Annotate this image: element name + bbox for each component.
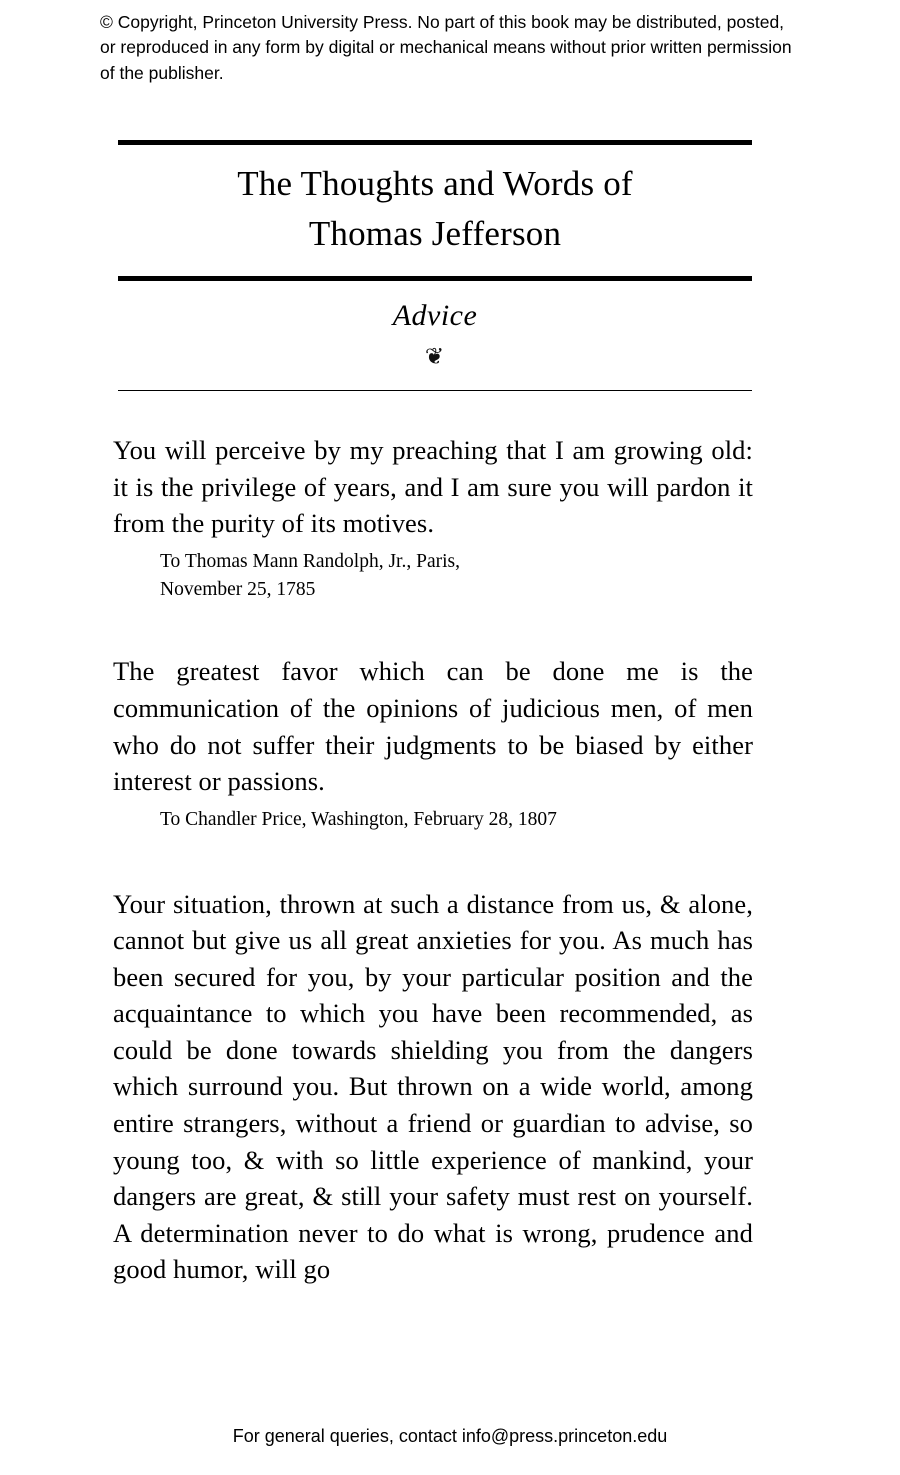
ornament-icon: ❦ (424, 344, 446, 370)
book-title (118, 145, 752, 270)
quote-spacer (113, 629, 753, 653)
quote-entry (113, 653, 753, 833)
book-title-line-1: The Thoughts and Words of (237, 164, 633, 203)
quote-list (113, 432, 753, 1314)
section-divider-rule (118, 390, 752, 391)
quote-text: The greatest favor which can be done me is the communication of the opinions of judicious men, of men who do not suffer their judgments to be biased by either interest or passions. (113, 656, 753, 797)
quote-source (160, 806, 753, 834)
quote-source-line-1: To Thomas Mann Randolph, Jr., Paris, (160, 550, 460, 572)
quote-text: Your situation, thrown at such a distance from us, & alone, cannot but give us all great anxieties for you. As much has been secured for you, by your particular position and the acquaintance to which you have been recommended, as could be done towards shielding you from the dangers which surround you. But thrown on a wide world, among entire strangers, without a friend or guardian to advise, so young too, & with so little experience of mankind, your dangers are great, & still your safety must rest on yourself. A determination never to do what is wrong, prudence and good humor, will go (113, 888, 753, 1285)
quote-spacer (113, 860, 753, 886)
section-title: Advice (392, 299, 478, 333)
quote-entry (113, 432, 753, 603)
quote-source-line-2: November 25, 1785 (160, 578, 316, 600)
quote-source (160, 548, 753, 604)
quote-entry (113, 886, 753, 1288)
copyright-notice: © Copyright, Princeton University Press. No part of this book may be distributed, posted, or reproduced in any form by digital or mechanical means without prior written permission of the publisher. (100, 12, 792, 83)
quote-text: You will perceive by my preaching that I am growing old: it is the privilege of years, and I am sure you will pardon it from the purity of its motives. (113, 435, 753, 539)
footer-queries-text: For general queries, contact info@press.princeton.edu (232, 1426, 668, 1446)
title-block (118, 140, 752, 391)
book-title-line-2: Thomas Jefferson (308, 213, 562, 253)
quote-source-line-1: To Chandler Price, Washington, February 28, 1807 (160, 808, 557, 830)
